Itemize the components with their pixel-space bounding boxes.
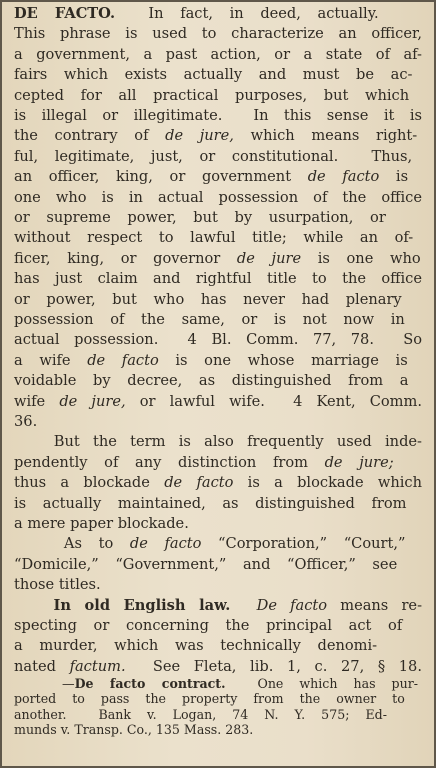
entry-text-segment: de jure [236, 250, 302, 267]
entry-text-segment: means re- [327, 597, 423, 614]
entry-line [14, 4, 379, 23]
entry-line [14, 269, 422, 288]
entry-text-segment: pendently of any distinction from [14, 454, 325, 471]
entry-text-segment: de facto [87, 352, 159, 369]
entry-line [14, 126, 417, 145]
entry-line [14, 290, 402, 309]
entry-line [14, 392, 422, 411]
entry-line [14, 188, 422, 207]
entry-text-segment: de facto [164, 474, 234, 491]
entry-text-segment: This phrase is used to characterize an officer, [14, 25, 422, 42]
entry-text-segment: ful, legitimate, just, or constitutional. Thus, [14, 148, 413, 165]
entry-text-segment: In fact, in deed, actually. [115, 5, 379, 22]
entry-line [14, 167, 408, 186]
entry-text-segment: or lawful wife. 4 Kent, Comm. [125, 393, 422, 410]
entry-text-segment: the contrary of [14, 127, 166, 144]
entry-line [14, 351, 408, 370]
entry-line [14, 636, 377, 655]
entry-text-segment [230, 597, 256, 614]
entry-line [14, 473, 422, 492]
entry-line [14, 45, 422, 64]
entry-text-segment [14, 597, 54, 614]
entry-line [14, 330, 422, 349]
entry-text-segment: a wife [14, 352, 88, 369]
entry-text-segment: thus a blockade [14, 474, 165, 491]
entry-text-segment: wife [14, 393, 60, 410]
entry-text-segment: “Corporation,” “Court,” [201, 535, 406, 552]
entry-text-segment: without respect to lawful title; while an of- [14, 229, 414, 246]
entry-text-segment: one who is in actual possession of the office [14, 189, 422, 206]
entry-text-segment: is one whose marriage is [158, 352, 408, 369]
entry-text-segment: is one who [301, 250, 421, 267]
entry-line [14, 616, 402, 635]
entry-text-segment: “Domicile,” “Government,” and “Officer,” see [14, 556, 398, 573]
entry-line [14, 310, 405, 329]
entry-text-segment: voidable by decree, as distinguished from a [14, 372, 409, 389]
entry-text-segment: actual possession. 4 Bl. Comm. 77, 78. So [14, 331, 422, 348]
entry-line [14, 432, 422, 451]
entry-text-segment: de jure, [59, 393, 126, 410]
entry-text-segment: has just claim and rightful title to the office [14, 270, 422, 287]
entry-text-segment: ported to pass the property from the owner to [14, 691, 405, 706]
entry-text-segment: De facto contract. [74, 676, 226, 691]
entry-text-segment: 36. [14, 413, 38, 430]
entry-line [14, 208, 386, 227]
entry-text-segment: is [379, 168, 409, 185]
entry-text-segment: possession of the same, or is not now in [14, 311, 405, 328]
entry-text-segment: But the term is also frequently used inde- [14, 433, 422, 450]
entry-line [14, 722, 253, 737]
entry-line [14, 106, 422, 125]
entry-line [14, 555, 397, 574]
entry-line [14, 147, 412, 166]
entry-line [14, 453, 394, 472]
entry-text-segment: de jure; [324, 454, 394, 471]
entry-line [14, 676, 418, 691]
entry-text-segment: munds v. Transp. Co., 135 Mass. 283. [14, 722, 254, 737]
entry-line [14, 371, 408, 390]
entry-line [14, 657, 422, 676]
entry-text-segment: or supreme power, but by usurpation, or [14, 209, 386, 226]
entry-text-segment: See Fleta, lib. 1, c. 27, § 18. [125, 658, 422, 675]
entry-text-segment: another. Bank v. Logan, 74 N. Y. 575; Ed- [14, 707, 387, 722]
entry-line [14, 65, 412, 84]
entry-text-segment: de facto [129, 535, 202, 552]
entry-text-segment: a mere paper blockade. [14, 515, 189, 532]
entry-text-segment: is actually maintained, as distinguished from [14, 495, 407, 512]
entry-line [14, 494, 407, 513]
entry-line [14, 691, 405, 706]
entry-text-segment: DE FACTO. [14, 5, 116, 22]
entry-text-segment: factum. [69, 658, 126, 675]
entry-text-segment: In old English law. [53, 597, 231, 614]
entry-text-segment: those titles. [14, 576, 101, 593]
entry-line [14, 575, 101, 594]
entry-text-segment: cepted for all practical purposes, but which [14, 87, 410, 104]
entry-text-segment: De facto [256, 597, 328, 614]
entry-text-segment: or power, but who has never had plenary [14, 291, 402, 308]
entry-text-segment: ficer, king, or governor [14, 250, 237, 267]
entry-text-segment: fairs which exists actually and must be ac- [14, 66, 413, 83]
entry-line [14, 596, 422, 615]
entry-text-segment: which means right- [233, 127, 418, 144]
entry-line [14, 707, 387, 722]
entry-text-segment: a government, a past action, or a state of af- [14, 46, 422, 63]
entry-line [14, 24, 422, 43]
entry-text-segment: is illegal or illegitimate. In this sense it is [14, 107, 422, 124]
entry-text-segment: — [14, 676, 75, 691]
entry-line [14, 534, 405, 553]
entry-text-segment: As to [14, 535, 130, 552]
entry-text-segment: nated [14, 658, 70, 675]
entry-text-segment: is a blockade which [233, 474, 422, 491]
entry-text-segment: de facto [307, 168, 380, 185]
entry-text-segment: One which has pur- [225, 676, 419, 691]
entry-line [14, 412, 37, 431]
entry-line [14, 249, 421, 268]
entry-line [14, 514, 189, 533]
entry-text-segment: specting or concerning the principal act of [14, 617, 403, 634]
entry-line [14, 86, 409, 105]
entry-text-segment: an officer, king, or government [14, 168, 308, 185]
entry-text-segment: a murder, which was technically denomi- [14, 637, 378, 654]
entry-line [14, 228, 413, 247]
entry-text-segment: de jure, [165, 127, 234, 144]
